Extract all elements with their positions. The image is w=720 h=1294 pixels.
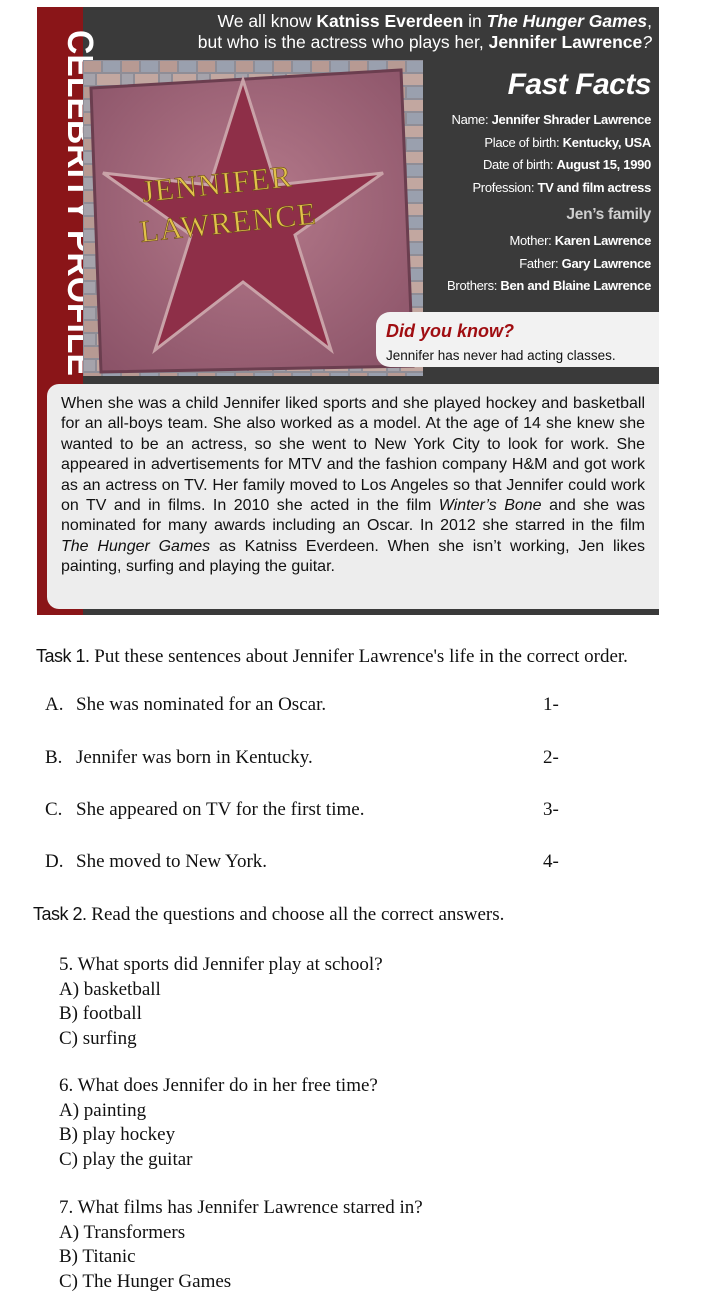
answer-option[interactable]: C) play the guitar	[59, 1148, 378, 1173]
order-item-text: Jennifer was born in Kentucky.	[76, 747, 313, 769]
family-brothers: Brothers: Ben and Blaine Lawrence	[422, 275, 651, 298]
question-text: 7. What films has Jennifer Lawrence starred in?	[59, 1196, 423, 1221]
fact-profession: Profession: TV and film actress	[422, 177, 651, 200]
question-text: 6. What does Jennifer do in her free time?	[59, 1074, 378, 1099]
fact-name: Name: Jennifer Shrader Lawrence	[422, 109, 651, 132]
answer-option[interactable]: B) Titanic	[59, 1245, 423, 1270]
order-item-number[interactable]: 3-	[543, 799, 559, 821]
sidebar-title-text: CELEBRITY PROFILE	[60, 30, 101, 376]
fast-facts-title: Fast Facts	[422, 67, 651, 103]
answer-option[interactable]: B) play hockey	[59, 1123, 378, 1148]
did-you-know-text: Jennifer has never had acting classes.	[386, 348, 616, 363]
order-item	[45, 694, 565, 720]
order-item-text: She moved to New York.	[76, 851, 267, 873]
intro-line2-end: ?	[642, 32, 652, 52]
did-you-know-box	[376, 312, 659, 367]
question-block	[59, 1196, 423, 1294]
star-name-line2: LAWRENCE	[138, 196, 318, 249]
star-name-line1: JENNIFER	[140, 158, 294, 209]
task1-heading	[36, 646, 628, 668]
task2-heading	[33, 904, 504, 926]
intro-film-title: The Hunger Games	[487, 11, 647, 31]
task2-label: Task 2.	[33, 904, 87, 924]
task2-instruction: Read the questions and choose all the correct answers.	[87, 904, 505, 925]
film-the-hunger-games: The Hunger Games	[61, 538, 210, 555]
intro-line1-mid: in	[463, 11, 486, 31]
order-item	[45, 747, 565, 773]
family-father: Father: Gary Lawrence	[422, 253, 651, 276]
fact-birthplace: Place of birth: Kentucky, USA	[422, 132, 651, 155]
answer-option[interactable]: A) Transformers	[59, 1221, 423, 1246]
did-you-know-title: Did you know?	[386, 321, 514, 342]
order-item-letter: D.	[45, 851, 63, 873]
celebrity-profile-card	[37, 7, 659, 615]
answer-option[interactable]: C) surfing	[59, 1027, 383, 1052]
film-winters-bone: Winter’s Bone	[439, 497, 542, 514]
walk-of-fame-star-image	[83, 60, 423, 376]
biography-box	[47, 384, 659, 609]
order-item-text: She was nominated for an Oscar.	[76, 694, 326, 716]
answer-option[interactable]: B) football	[59, 1002, 383, 1027]
family-title: Jen’s family	[422, 203, 651, 227]
answer-option[interactable]: A) basketball	[59, 978, 383, 1003]
fact-date-of-birth: Date of birth: August 15, 1990	[422, 154, 651, 177]
answer-option[interactable]: A) painting	[59, 1099, 378, 1124]
intro-line1-end: ,	[647, 11, 652, 31]
intro-actress-name: Jennifer Lawrence	[489, 32, 643, 52]
order-item-letter: B.	[45, 747, 62, 769]
order-item-number[interactable]: 4-	[543, 851, 559, 873]
question-text: 5. What sports did Jennifer play at school?	[59, 953, 383, 978]
intro-text	[97, 11, 652, 53]
question-block	[59, 953, 383, 1051]
intro-line2-pre: but who is the actress who plays her,	[198, 32, 489, 52]
biography-text: When she was a child Jennifer liked sports and she played hockey and basketball for an all-boys team. She also worked as a model. At the age of 14 she knew she wanted to be an actress, so she went to New York City to look for work. She appeared in advertisements for MTV and the fashion company H&M and got work as an actress on TV. Her family moved to Los Angeles so that Jennifer could work on TV and in films. In 2010 she acted in the film Winter’s Bone and she was nominated for many awards including an Oscar. In 2012 she starred in the film The Hunger Games as Katniss Everdeen. When she isn’t working, Jen likes painting, surfing and playing the guitar.	[61, 394, 645, 578]
order-item-number[interactable]: 1-	[543, 694, 559, 716]
order-item	[45, 799, 565, 825]
intro-line1-pre: We all know	[218, 11, 317, 31]
intro-character-name: Katniss Everdeen	[316, 11, 463, 31]
task1-label: Task 1.	[36, 646, 90, 666]
task1-instruction: Put these sentences about Jennifer Lawrence's life in the correct order.	[90, 646, 628, 667]
family-mother: Mother: Karen Lawrence	[422, 230, 651, 253]
answer-option[interactable]: C) The Hunger Games	[59, 1270, 423, 1294]
order-item-letter: A.	[45, 694, 63, 716]
fast-facts-panel	[422, 67, 651, 298]
order-item-number[interactable]: 2-	[543, 747, 559, 769]
question-block	[59, 1074, 378, 1172]
order-item-text: She appeared on TV for the first time.	[76, 799, 364, 821]
order-item	[45, 851, 565, 877]
order-item-letter: C.	[45, 799, 62, 821]
